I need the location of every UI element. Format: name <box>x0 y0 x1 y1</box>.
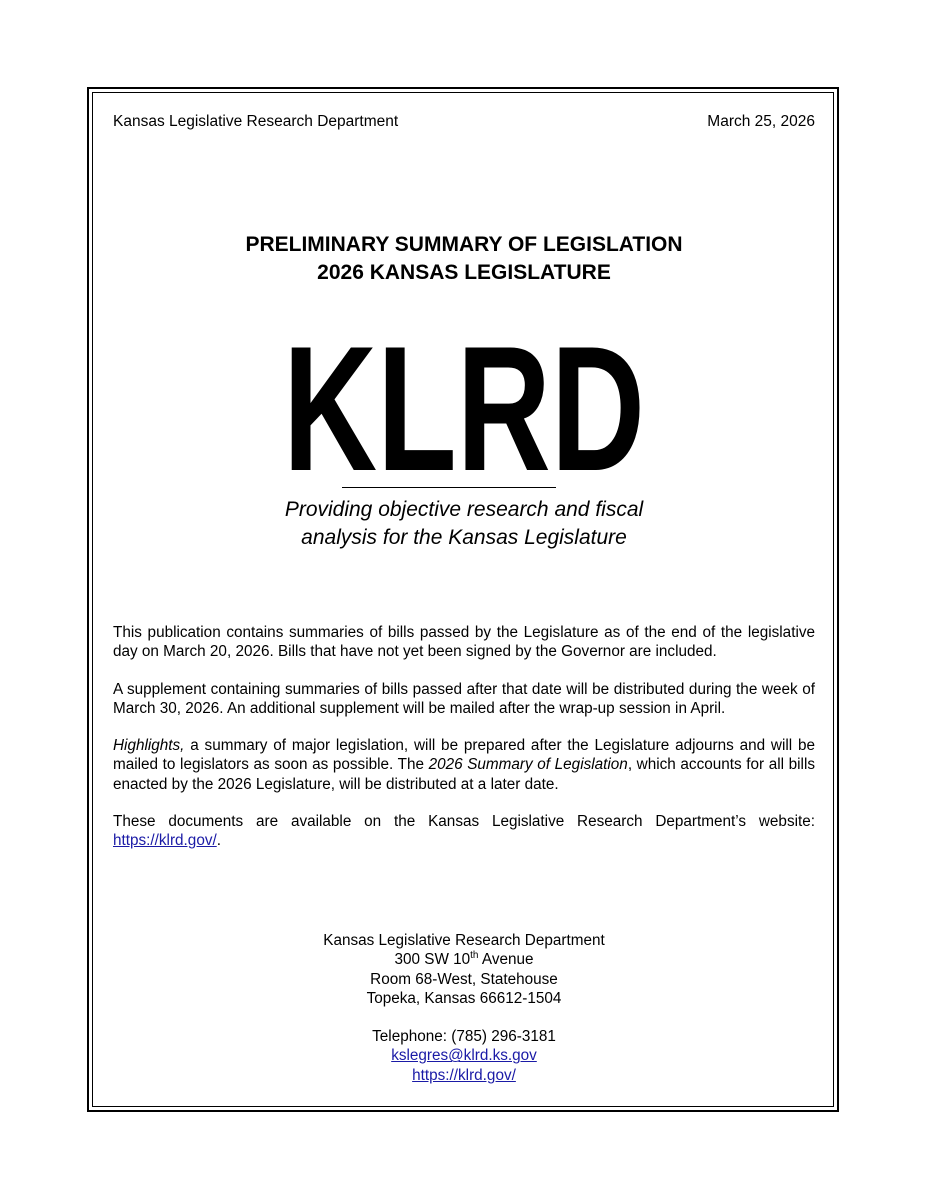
highlights-text-1: a summary of major legislation, will be prepared after the Legislature adjourns and will be mailed to legislators as soon as possible. The <box>113 737 815 774</box>
tagline-line-2: analysis for the Kansas Legislature <box>301 526 627 549</box>
contact-spacer <box>113 1008 815 1027</box>
klrd-logo-text: KLRD <box>283 336 645 484</box>
website-period: . <box>216 832 221 850</box>
paragraph-highlights <box>113 736 815 794</box>
contact-street <box>113 950 815 969</box>
title-line-1: PRELIMINARY SUMMARY OF LEGISLATION <box>245 233 683 256</box>
header-date: March 25, 2026 <box>707 113 815 130</box>
street-suffix: Avenue <box>478 951 534 969</box>
logo-divider <box>342 487 556 488</box>
header-row <box>113 113 815 131</box>
contact-room: Room 68-West, Statehouse <box>370 970 558 988</box>
logo-tagline <box>113 496 815 552</box>
paragraph-supplement: A supplement containing summaries of bills passed after that date will be distributed during the week of March 30, 2026. An additional supplement will be mailed after the wrap-up session in April. <box>113 680 815 717</box>
website-text: These documents are available on the Kansas Legislative Research Department’s website: <box>113 813 815 831</box>
tagline-line-1: Providing objective research and fiscal <box>284 498 644 521</box>
street-ordinal: th <box>470 950 479 962</box>
contact-website-link[interactable]: https://klrd.gov/ <box>412 1066 516 1084</box>
website-link[interactable]: https://klrd.gov/ <box>113 832 217 850</box>
title-line-2: 2026 KANSAS LEGISLATURE <box>317 261 611 284</box>
highlights-emphasis: Highlights, <box>113 737 185 755</box>
contact-city: Topeka, Kansas 66612-1504 <box>366 989 562 1007</box>
klrd-logo <box>113 336 815 484</box>
contact-name: Kansas Legislative Research Department <box>323 932 605 949</box>
contact-email-link[interactable]: kslegres@klrd.ks.gov <box>391 1047 537 1065</box>
street-number: 300 SW 10 <box>394 951 471 969</box>
paragraph-website <box>113 812 815 851</box>
body-text <box>113 623 815 869</box>
summary-title-emphasis: 2026 Summary of Legislation <box>428 756 628 774</box>
highlights-text-2: , which accounts for all bills enacted by the 2026 Legislature, will be distributed at a later date. <box>113 756 815 793</box>
contact-block <box>113 931 815 1085</box>
contact-telephone: Telephone: (785) 296-3181 <box>372 1028 556 1046</box>
header-department: Kansas Legislative Research Department <box>113 113 399 130</box>
document-title <box>113 231 815 287</box>
paragraph-publication-scope: This publication contains summaries of bills passed by the Legislature as of the end of the legislative day on March 20, 2026. Bills that have not yet been signed by the Governor are included. <box>113 624 815 661</box>
klrd-logo-mark <box>279 336 649 484</box>
